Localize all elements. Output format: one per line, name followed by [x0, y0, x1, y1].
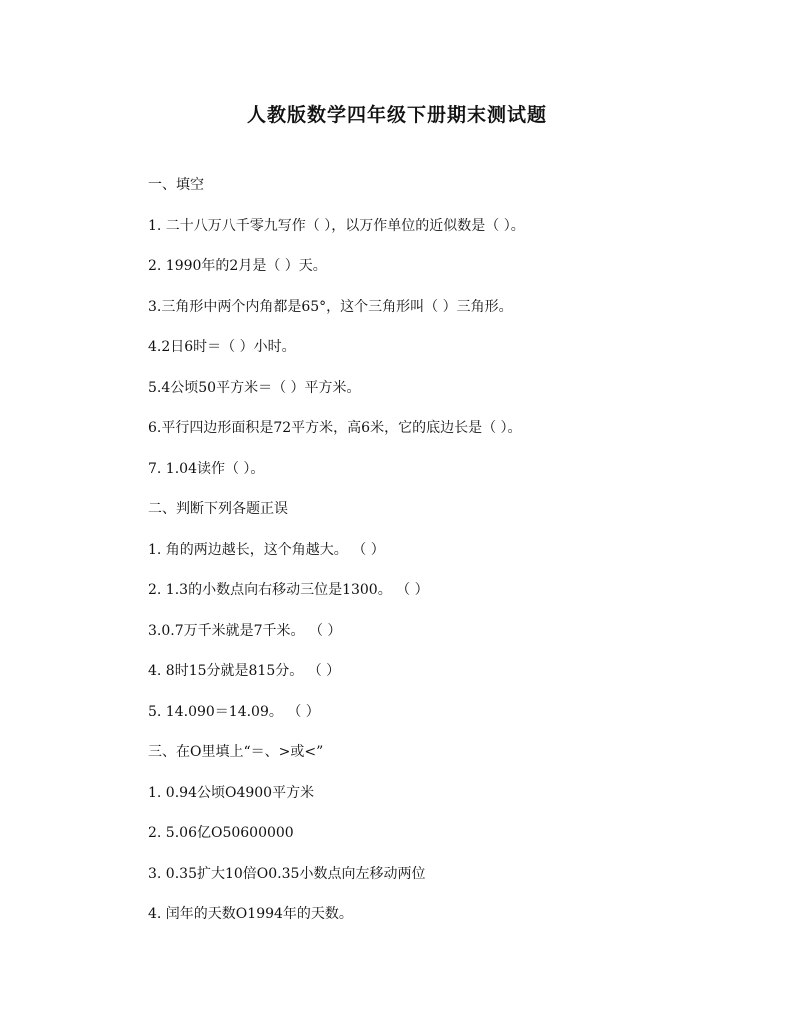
- question-item: 5.4公顷50平方米＝（ ）平方米。: [148, 379, 361, 396]
- document-body: [148, 172, 708, 942]
- section-heading-compare: 三、在O里填上“＝、>或<”: [148, 744, 324, 760]
- section-heading-true-false: 二、判断下列各题正误: [148, 501, 288, 517]
- question-item: 5. 14.090＝14.09。 （ ）: [148, 703, 320, 720]
- question-item: 6.平行四边形面积是72平方米，高6米，它的底边长是（ ）。: [148, 420, 522, 436]
- section-heading-fill-blank: 一、填空: [148, 177, 204, 193]
- question-item: 2. 1990年的2月是（ ）天。: [148, 258, 327, 274]
- question-item: 3.0.7万千米就是7千米。 （ ）: [148, 622, 342, 639]
- question-item: 3.三角形中两个内角都是65°，这个三角形叫（ ）三角形。: [148, 298, 513, 315]
- question-item: 4.2日6时＝（ ）小时。: [148, 339, 296, 355]
- question-item: 1. 角的两边越长，这个角越大。 （ ）: [148, 541, 385, 558]
- question-item: 4. 闰年的天数O1994年的天数。: [148, 906, 353, 922]
- question-item: 4. 8时15分就是815分。 （ ）: [148, 663, 341, 679]
- question-item: 3. 0.35扩大10倍O0.35小数点向左移动两位: [148, 865, 426, 882]
- document-title: 人教版数学四年级下册期末测试题: [246, 104, 547, 126]
- question-item: 7. 1.04读作（ ）。: [148, 460, 265, 477]
- question-item: 2. 1.3的小数点向右移动三位是1300。 （ ）: [148, 582, 429, 598]
- question-item: 2. 5.06亿O50600000: [148, 825, 294, 841]
- question-item: 1. 二十八万八千零九写作（ ），以万作单位的近似数是（ ）。: [148, 217, 525, 234]
- question-item: 1. 0.94公顷O4900平方米: [148, 784, 315, 801]
